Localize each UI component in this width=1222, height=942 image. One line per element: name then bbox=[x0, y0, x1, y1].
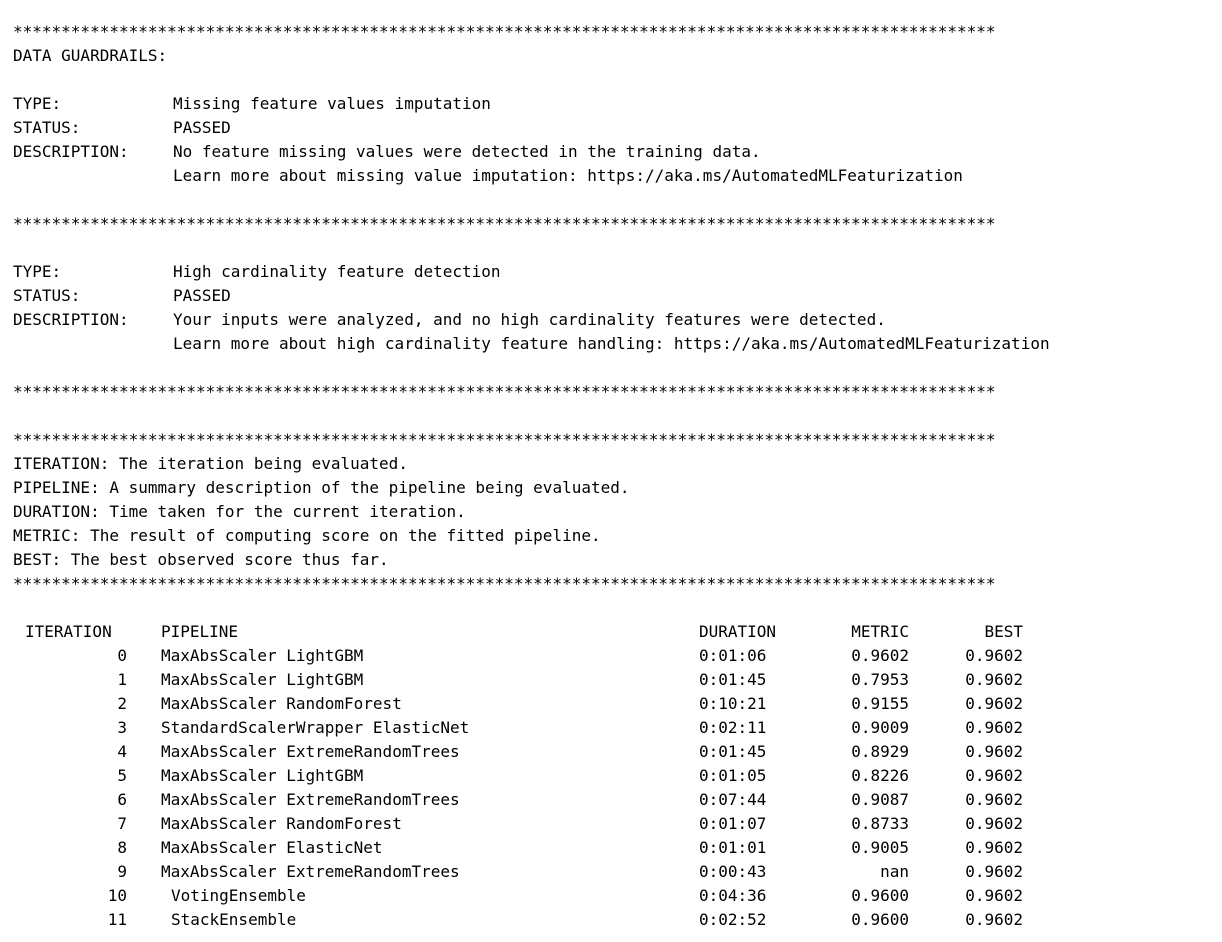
guardrail-type-row bbox=[13, 260, 1218, 284]
guardrail-status-row bbox=[13, 284, 1218, 308]
console-output bbox=[13, 20, 1218, 932]
cell-iteration: 9 bbox=[117, 862, 127, 881]
table-header-row bbox=[13, 620, 1218, 644]
cell-best: 0.9602 bbox=[965, 694, 1023, 713]
blank-line bbox=[13, 404, 1218, 428]
cell-pipeline: MaxAbsScaler LightGBM bbox=[161, 646, 364, 665]
table-row bbox=[13, 836, 1218, 860]
table-row bbox=[13, 812, 1218, 836]
table-row bbox=[13, 860, 1218, 884]
blank-line bbox=[13, 188, 1218, 212]
blank-line bbox=[13, 236, 1218, 260]
cell-best: 0.9602 bbox=[965, 886, 1023, 905]
guardrail-description-row bbox=[13, 140, 1218, 164]
header-iteration: ITERATION bbox=[25, 622, 112, 641]
table-row bbox=[13, 884, 1218, 908]
cell-metric: 0.9005 bbox=[851, 838, 909, 857]
cell-metric: 0.9600 bbox=[851, 910, 909, 929]
cell-best: 0.9602 bbox=[965, 814, 1023, 833]
cell-iteration: 3 bbox=[117, 718, 127, 737]
header-best: BEST bbox=[984, 622, 1023, 641]
table-row bbox=[13, 644, 1218, 668]
separator-line: ****************************************************************************************************** bbox=[13, 22, 996, 41]
guardrail-learn-more: Learn more about missing value imputation: https://aka.ms/AutomatedMLFeaturization bbox=[173, 166, 963, 185]
cell-metric: 0.7953 bbox=[851, 670, 909, 689]
cell-iteration: 10 bbox=[107, 886, 127, 905]
cell-metric: nan bbox=[880, 862, 909, 881]
guardrail-description: Your inputs were analyzed, and no high cardinality features were detected. bbox=[173, 310, 886, 329]
type-label: TYPE: bbox=[13, 94, 62, 113]
table-row bbox=[13, 740, 1218, 764]
table-row bbox=[13, 908, 1218, 932]
cell-duration: 0:01:06 bbox=[699, 646, 767, 665]
type-label: TYPE: bbox=[13, 262, 62, 281]
legend-best: BEST: The best observed score thus far. bbox=[13, 550, 389, 569]
cell-pipeline: MaxAbsScaler ElasticNet bbox=[161, 838, 383, 857]
cell-metric: 0.9602 bbox=[851, 646, 909, 665]
cell-pipeline: MaxAbsScaler ExtremeRandomTrees bbox=[161, 790, 460, 809]
cell-pipeline: MaxAbsScaler RandomForest bbox=[161, 814, 402, 833]
cell-duration: 0:02:11 bbox=[699, 718, 767, 737]
status-label: STATUS: bbox=[13, 118, 81, 137]
cell-pipeline: StackEnsemble bbox=[171, 910, 297, 929]
cell-iteration: 5 bbox=[117, 766, 127, 785]
cell-metric: 0.8929 bbox=[851, 742, 909, 761]
cell-best: 0.9602 bbox=[965, 910, 1023, 929]
cell-duration: 0:01:07 bbox=[699, 814, 767, 833]
cell-pipeline: MaxAbsScaler ExtremeRandomTrees bbox=[161, 862, 460, 881]
cell-duration: 0:07:44 bbox=[699, 790, 767, 809]
cell-duration: 0:02:52 bbox=[699, 910, 767, 929]
cell-iteration: 6 bbox=[117, 790, 127, 809]
table-row bbox=[13, 788, 1218, 812]
table-row bbox=[13, 716, 1218, 740]
separator-line: ****************************************************************************************************** bbox=[13, 574, 996, 593]
guardrail-type: High cardinality feature detection bbox=[173, 262, 501, 281]
cell-iteration: 0 bbox=[117, 646, 127, 665]
cell-duration: 0:10:21 bbox=[699, 694, 767, 713]
header-metric: METRIC bbox=[851, 622, 909, 641]
guardrail-learn-more: Learn more about high cardinality feature handling: https://aka.ms/AutomatedMLFeaturization bbox=[173, 334, 1050, 353]
separator-line: ****************************************************************************************************** bbox=[13, 430, 996, 449]
cell-best: 0.9602 bbox=[965, 742, 1023, 761]
description-label: DESCRIPTION: bbox=[13, 310, 129, 329]
separator-line: ****************************************************************************************************** bbox=[13, 214, 996, 233]
cell-duration: 0:00:43 bbox=[699, 862, 767, 881]
cell-iteration: 8 bbox=[117, 838, 127, 857]
cell-best: 0.9602 bbox=[965, 838, 1023, 857]
cell-duration: 0:01:45 bbox=[699, 670, 767, 689]
guardrails-title: DATA GUARDRAILS: bbox=[13, 46, 168, 65]
legend-duration: DURATION: Time taken for the current iteration. bbox=[13, 502, 466, 521]
cell-iteration: 2 bbox=[117, 694, 127, 713]
cell-best: 0.9602 bbox=[965, 718, 1023, 737]
cell-metric: 0.9087 bbox=[851, 790, 909, 809]
cell-duration: 0:01:45 bbox=[699, 742, 767, 761]
cell-pipeline: MaxAbsScaler LightGBM bbox=[161, 766, 364, 785]
cell-iteration: 1 bbox=[117, 670, 127, 689]
separator-line: ****************************************************************************************************** bbox=[13, 382, 996, 401]
blank-line bbox=[13, 596, 1218, 620]
cell-pipeline: StandardScalerWrapper ElasticNet bbox=[161, 718, 470, 737]
cell-pipeline: MaxAbsScaler LightGBM bbox=[161, 670, 364, 689]
cell-iteration: 4 bbox=[117, 742, 127, 761]
cell-duration: 0:04:36 bbox=[699, 886, 767, 905]
legend-metric: METRIC: The result of computing score on the fitted pipeline. bbox=[13, 526, 601, 545]
cell-best: 0.9602 bbox=[965, 862, 1023, 881]
cell-pipeline: MaxAbsScaler RandomForest bbox=[161, 694, 402, 713]
cell-best: 0.9602 bbox=[965, 790, 1023, 809]
guardrail-description: No feature missing values were detected in the training data. bbox=[173, 142, 761, 161]
guardrail-type: Missing feature values imputation bbox=[173, 94, 491, 113]
cell-metric: 0.9600 bbox=[851, 886, 909, 905]
blank-line bbox=[13, 68, 1218, 92]
table-row bbox=[13, 764, 1218, 788]
header-duration: DURATION bbox=[699, 622, 777, 641]
cell-pipeline: VotingEnsemble bbox=[171, 886, 306, 905]
guardrail-description-row bbox=[13, 308, 1218, 332]
description-label: DESCRIPTION: bbox=[13, 142, 129, 161]
legend-pipeline: PIPELINE: A summary description of the pipeline being evaluated. bbox=[13, 478, 630, 497]
cell-metric: 0.8226 bbox=[851, 766, 909, 785]
header-pipeline: PIPELINE bbox=[161, 622, 239, 641]
legend-iteration: ITERATION: The iteration being evaluated. bbox=[13, 454, 408, 473]
cell-best: 0.9602 bbox=[965, 670, 1023, 689]
guardrail-type-row bbox=[13, 92, 1218, 116]
guardrail-status-row bbox=[13, 116, 1218, 140]
guardrail-status: PASSED bbox=[173, 118, 231, 137]
table-row bbox=[13, 668, 1218, 692]
table-row bbox=[13, 692, 1218, 716]
cell-best: 0.9602 bbox=[965, 646, 1023, 665]
cell-best: 0.9602 bbox=[965, 766, 1023, 785]
cell-pipeline: MaxAbsScaler ExtremeRandomTrees bbox=[161, 742, 460, 761]
cell-duration: 0:01:05 bbox=[699, 766, 767, 785]
cell-duration: 0:01:01 bbox=[699, 838, 767, 857]
cell-metric: 0.9009 bbox=[851, 718, 909, 737]
iterations-table bbox=[13, 620, 1218, 932]
cell-iteration: 11 bbox=[107, 910, 127, 929]
cell-metric: 0.8733 bbox=[851, 814, 909, 833]
guardrail-status: PASSED bbox=[173, 286, 231, 305]
cell-iteration: 7 bbox=[117, 814, 127, 833]
status-label: STATUS: bbox=[13, 286, 81, 305]
blank-line bbox=[13, 356, 1218, 380]
cell-metric: 0.9155 bbox=[851, 694, 909, 713]
